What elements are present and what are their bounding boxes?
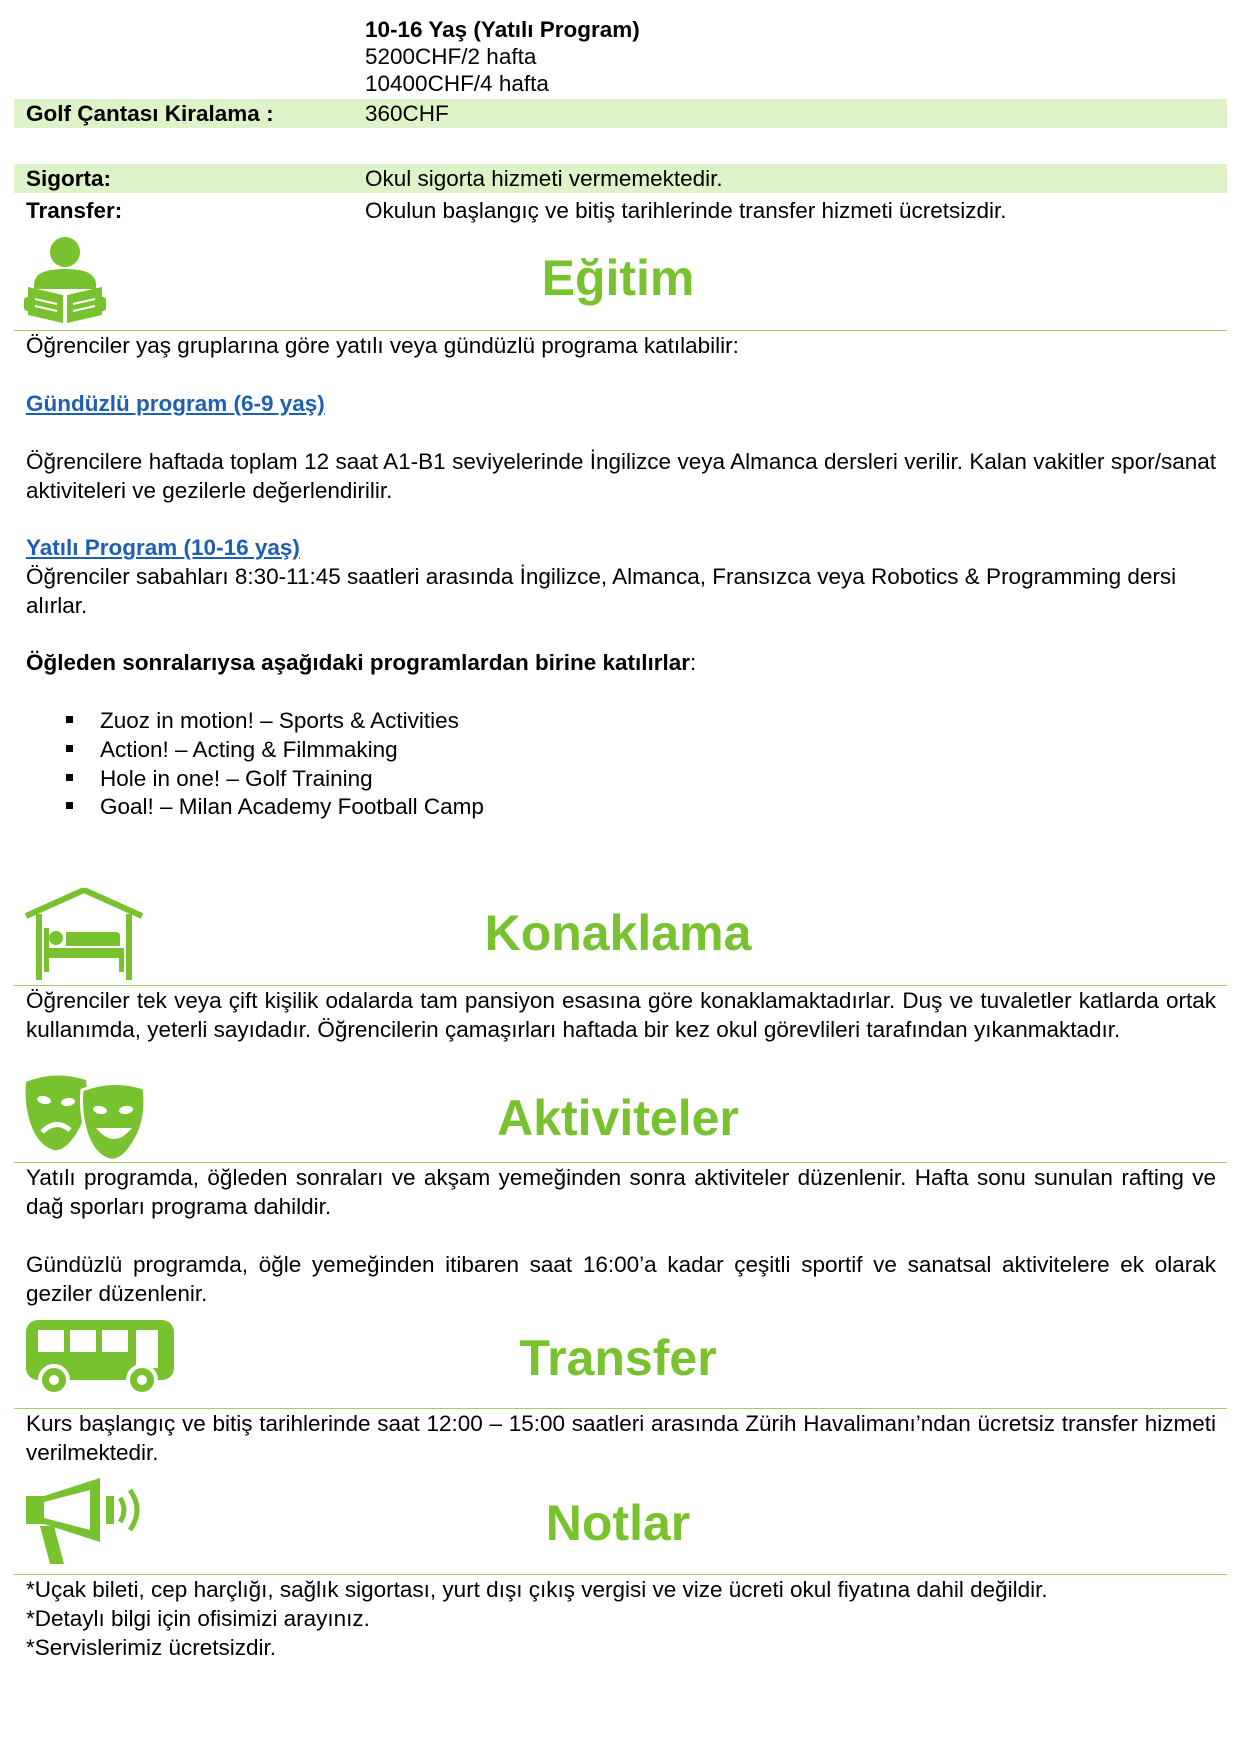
insurance-label: Sigorta: bbox=[26, 166, 112, 191]
bullet-marker bbox=[66, 745, 73, 752]
activities-title: Aktiviteler bbox=[497, 1090, 739, 1146]
bed-house-icon bbox=[24, 888, 144, 980]
reading-person-icon bbox=[24, 233, 106, 323]
day-program-text: Öğrencilere haftada toplam 12 saat A1-B1 seviyelerinde İngilizce veya Almanca dersleri verilir. Kalan vakitler spor/sanat aktiviteleri ve gezilerle değerlendirilir. bbox=[26, 449, 1216, 503]
insurance-value: Okul sigorta hizmeti vermemektedir. bbox=[365, 166, 723, 191]
afternoon-heading bbox=[26, 648, 696, 677]
program-item: Hole in one! – Golf Training bbox=[100, 766, 373, 791]
activities-text-1: Yatılı programda, öğleden sonraları ve akşam yemeğinden sonra aktiviteler düzenlenir. Hafta sonu sunulan rafting ve dağ sporları programa dahildir. bbox=[26, 1165, 1216, 1219]
theater-masks-icon bbox=[24, 1072, 148, 1162]
megaphone-icon bbox=[24, 1476, 150, 1566]
transfer-label: Transfer: bbox=[26, 198, 123, 223]
afternoon-heading-colon: : bbox=[690, 650, 697, 675]
accommodation-title: Konaklama bbox=[484, 905, 752, 961]
price-4-weeks: 10400CHF/4 hafta bbox=[365, 71, 549, 96]
program-item: Goal! – Milan Academy Football Camp bbox=[100, 794, 484, 819]
bus-icon bbox=[24, 1318, 176, 1396]
bullet-marker bbox=[66, 774, 73, 781]
bullet-marker bbox=[66, 716, 73, 723]
accommodation-text: Öğrenciler tek veya çift kişilik odalarda tam pansiyon esasına göre konaklamaktadırlar. Duş ve tuvaletler katlarda ortak kullanımda, yeterli sayıdadır. Öğrencilerin çamaşırları haftada bir kez okul görevlileri tarafından yıkanmaktadır. bbox=[26, 988, 1216, 1042]
note-item: *Detaylı bilgi için ofisimizi arayınız. bbox=[26, 1606, 370, 1631]
note-item: *Servislerimiz ücretsizdir. bbox=[26, 1635, 277, 1660]
education-intro: Öğrenciler yaş gruplarına göre yatılı veya gündüzlü programa katılabilir: bbox=[26, 333, 739, 358]
day-program-link[interactable]: Gündüzlü program (6-9 yaş) bbox=[26, 391, 325, 416]
boarding-program-text: Öğrenciler sabahları 8:30-11:45 saatleri arasında İngilizce, Almanca, Fransızca veya Robotics & Programming dersi alırlar. bbox=[26, 564, 1177, 618]
note-item: *Uçak bileti, cep harçlığı, sağlık sigortası, yurt dışı çıkış vergisi ve vize ücreti okul fiyatına dahil değildir. bbox=[26, 1577, 1048, 1602]
boarding-program-link[interactable]: Yatılı Program (10-16 yaş) bbox=[26, 535, 300, 560]
golf-rental-label: Golf Çantası Kiralama : bbox=[26, 101, 274, 126]
program-item: Action! – Acting & Filmmaking bbox=[100, 737, 398, 762]
education-title: Eğitim bbox=[541, 250, 695, 306]
afternoon-heading-text: Öğleden sonralarıysa aşağıdaki programlardan birine katılırlar bbox=[26, 650, 691, 675]
activities-text-2: Gündüzlü programda, öğle yemeğinden itibaren saat 16:00’a kadar çeşitli sportif ve sanatsal aktivitelere ek olarak geziler düzenlenir. bbox=[26, 1252, 1216, 1306]
bullet-marker bbox=[66, 802, 73, 809]
transfer-title: Transfer bbox=[519, 1330, 717, 1386]
transfer-value: Okulun başlangıç ve bitiş tarihlerinde transfer hizmeti ücretsizdir. bbox=[365, 198, 1007, 223]
program-item: Zuoz in motion! – Sports & Activities bbox=[100, 708, 459, 733]
golf-rental-value: 360CHF bbox=[365, 101, 449, 126]
transfer-text: Kurs başlangıç ve bitiş tarihlerinde saat 12:00 – 15:00 saatleri arasında Zürih Havalimanı’ndan ücretsiz transfer hizmeti verilmektedir. bbox=[26, 1411, 1216, 1465]
boarding-age-title: 10-16 Yaş (Yatılı Program) bbox=[365, 17, 640, 42]
notes-title: Notlar bbox=[545, 1495, 691, 1551]
price-2-weeks: 5200CHF/2 hafta bbox=[365, 44, 537, 69]
